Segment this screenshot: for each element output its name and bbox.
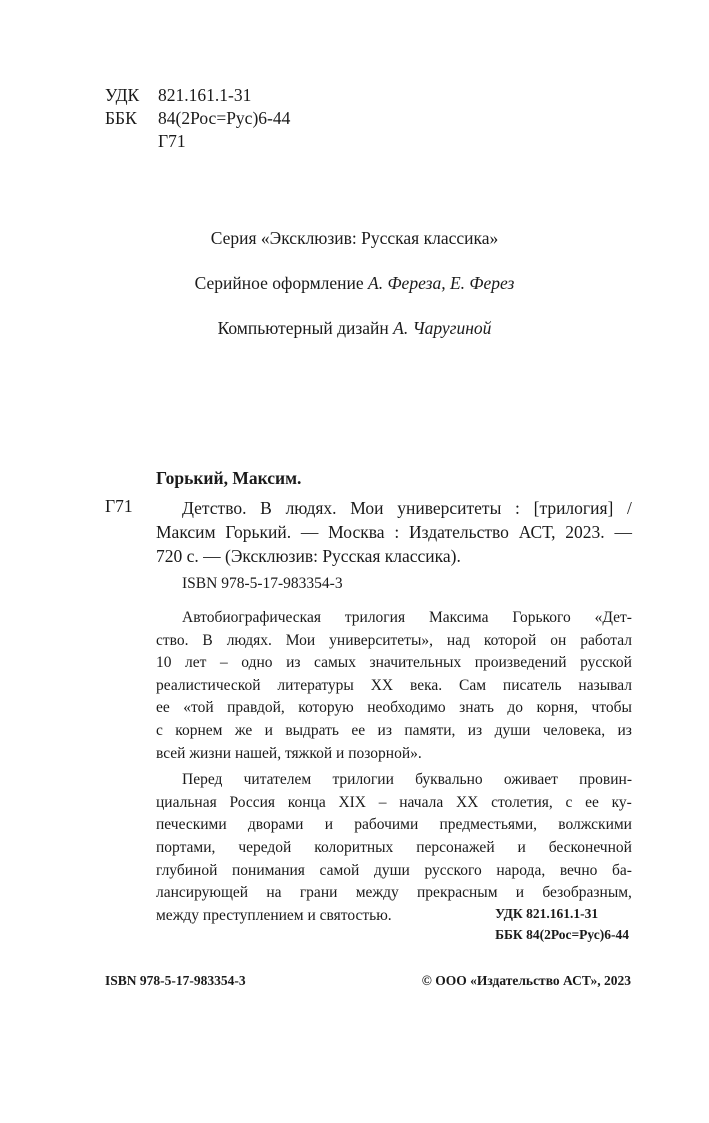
bbk-label: ББК [105, 108, 137, 128]
annotation-line: циальная Россия конца XIX – начала XX столетия, с ее ку- [156, 793, 632, 811]
annotation-line: реалистической литературы XX века. Сам писатель называл [156, 676, 632, 694]
bib-isbn: ISBN 978-5-17-983354-3 [182, 575, 343, 592]
bottom-bbk: ББК 84(2Рос=Рус)6-44 [495, 927, 629, 942]
annotation-line: глубиной понимания самой души русского народа, вечно ба- [156, 861, 632, 879]
series-credit: Серия «Эксклюзив: Русская классика» [210, 228, 499, 248]
bottom-classification [495, 903, 629, 945]
footer-isbn: ISBN 978-5-17-983354-3 [105, 973, 246, 988]
author-mark-row [105, 130, 290, 153]
udk-row [105, 84, 290, 107]
annotation-line: ство. В людях. Мои университеты», над которой он работал [156, 631, 632, 649]
design-credit-names: А. Фереза, Е. Ферез [368, 273, 515, 293]
design-credit-prefix: Серийное оформление [194, 273, 369, 293]
footer-copyright: © ООО «Издательство АСТ», 2023 [421, 973, 631, 988]
bib-entry [156, 496, 632, 568]
bbk-value: 84(2Рос=Рус)6-44 [158, 108, 291, 128]
design-credit [0, 273, 709, 294]
classification-codes [105, 84, 290, 153]
annotation-line: 10 лет – одно из самых значительных произведений русской [156, 654, 632, 672]
annotation-line: всей жизни нашей, тяжкой и позорной». [156, 744, 422, 762]
computer-design-credit [0, 318, 709, 339]
bib-line: 720 с. — (Эксклюзив: Русская классика). [156, 546, 461, 566]
udk-value: 821.161.1-31 [158, 85, 252, 105]
annotation-line: с корнем же и выдрать ее из памяти, из души человека, из [156, 721, 632, 739]
annotation [156, 607, 632, 927]
annotation-line: Перед читателем трилогии буквально оживает провин- [182, 771, 632, 789]
annotation-line: Автобиографическая трилогия Максима Горького «Дет- [182, 609, 632, 626]
annotation-line: печескими дворами и рабочими предместьями, волжскими [156, 816, 632, 834]
annotation-line: лансирующей на грани между прекрасным и безобразным, [156, 884, 632, 902]
bib-author: Горький, Максим. [156, 468, 302, 488]
bib-line: Максим Горький. — Москва : Издательство АСТ, 2023. — [156, 522, 632, 542]
annotation-line: между преступлением и святостью. [156, 906, 392, 924]
bbk-row [105, 107, 290, 130]
computer-credit-prefix: Компьютерный дизайн [217, 318, 394, 338]
annotation-line: портами, чередой колоритных персонажей и бесконечной [156, 838, 632, 856]
bib-line: Детство. В людях. Мои университеты : [трилогия] / [182, 498, 632, 518]
udk-label: УДК [105, 85, 140, 105]
author-mark: Г71 [158, 131, 186, 151]
computer-credit-name: А. Чаругиной [393, 318, 492, 338]
bib-index: Г71 [105, 496, 133, 516]
annotation-line: ее «той правдой, которую необходимо знать до корня, чтобы [156, 699, 632, 717]
bottom-udk: УДК 821.161.1-31 [495, 906, 599, 921]
